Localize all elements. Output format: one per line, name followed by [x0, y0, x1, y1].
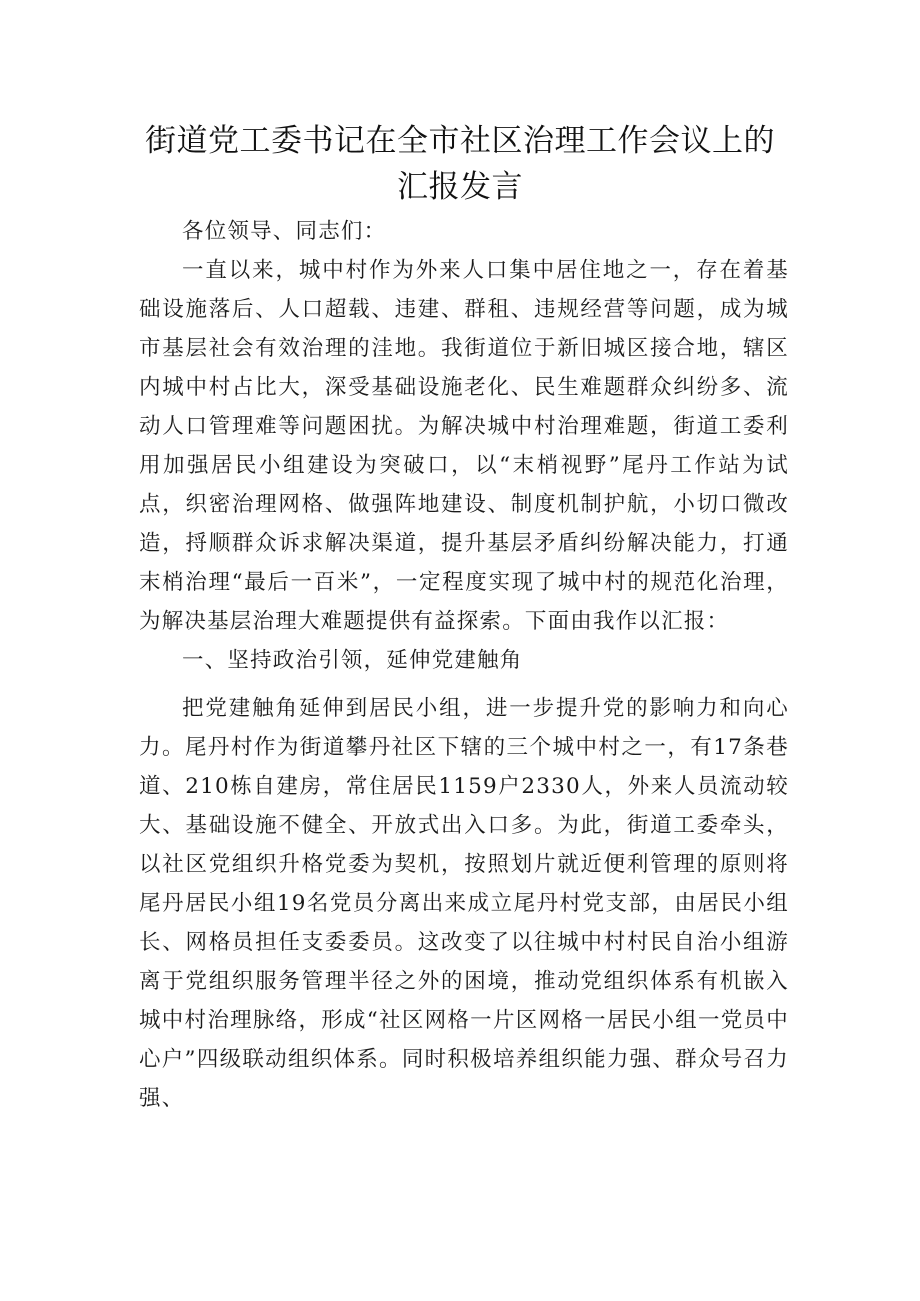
- salutation: 各位领导、同志们：: [182, 219, 387, 244]
- body-paragraph: 一直以来，城中村作为外来人口集中居住地之一，存在着基础设施落后、人口超载、违建、群租、违规经营等问题，成为城市基层社会有效治理的洼地。我街道位于新旧城区接合地，辖区内城中村占比大，深受基础设施老化、民生难题群众纠纷多、流动人口管理难等问题困扰。为解决城中村治理难题，街道工委利用加强居民小组建设为突破口，以“末梢视野”尾丹工作站为试点，织密治理网格、做强阵地建设、制度机制护航，小切口微改造，捋顺群众诉求解决渠道，提升基层矛盾纠纷解决能力，打通末梢治理“最后一百米”，一定程度实现了城中村的规范化治理，为解决基层治理大难题提供有益探索。下面由我作以汇报：: [139, 258, 789, 634]
- body-paragraph: 把党建触角延伸到居民小组，进一步提升党的影响力和向心力。尾丹村作为街道攀丹社区下辖的三个城中村之一，有17条巷道、210栋自建房，常住居民1159户2330人，外来人员流动较大、基础设施不健全、开放式出入口多。为此，街道工委牵头，以社区党组织升格党委为契机，按照划片就近便利管理的原则将尾丹居民小组19名党员分离出来成立尾丹村党支部，由居民小组长、网格员担任支委委员。这改变了以往城中村村民自治小组游离于党组织服务管理半径之外的困境，推动党组织体系有机嵌入城中村治理脉络，形成“社区网格一片区网格一居民小组一党员中心户”四级联动组织体系。同时积极培养组织能力强、群众号召力强、: [139, 696, 789, 1111]
- document-title: 街道党工委书记在全市社区治理工作会议上的汇报发言: [145, 123, 775, 205]
- section-heading: 一、坚持政治引领，延伸党建触角: [182, 648, 523, 673]
- document-body: [139, 212, 789, 1118]
